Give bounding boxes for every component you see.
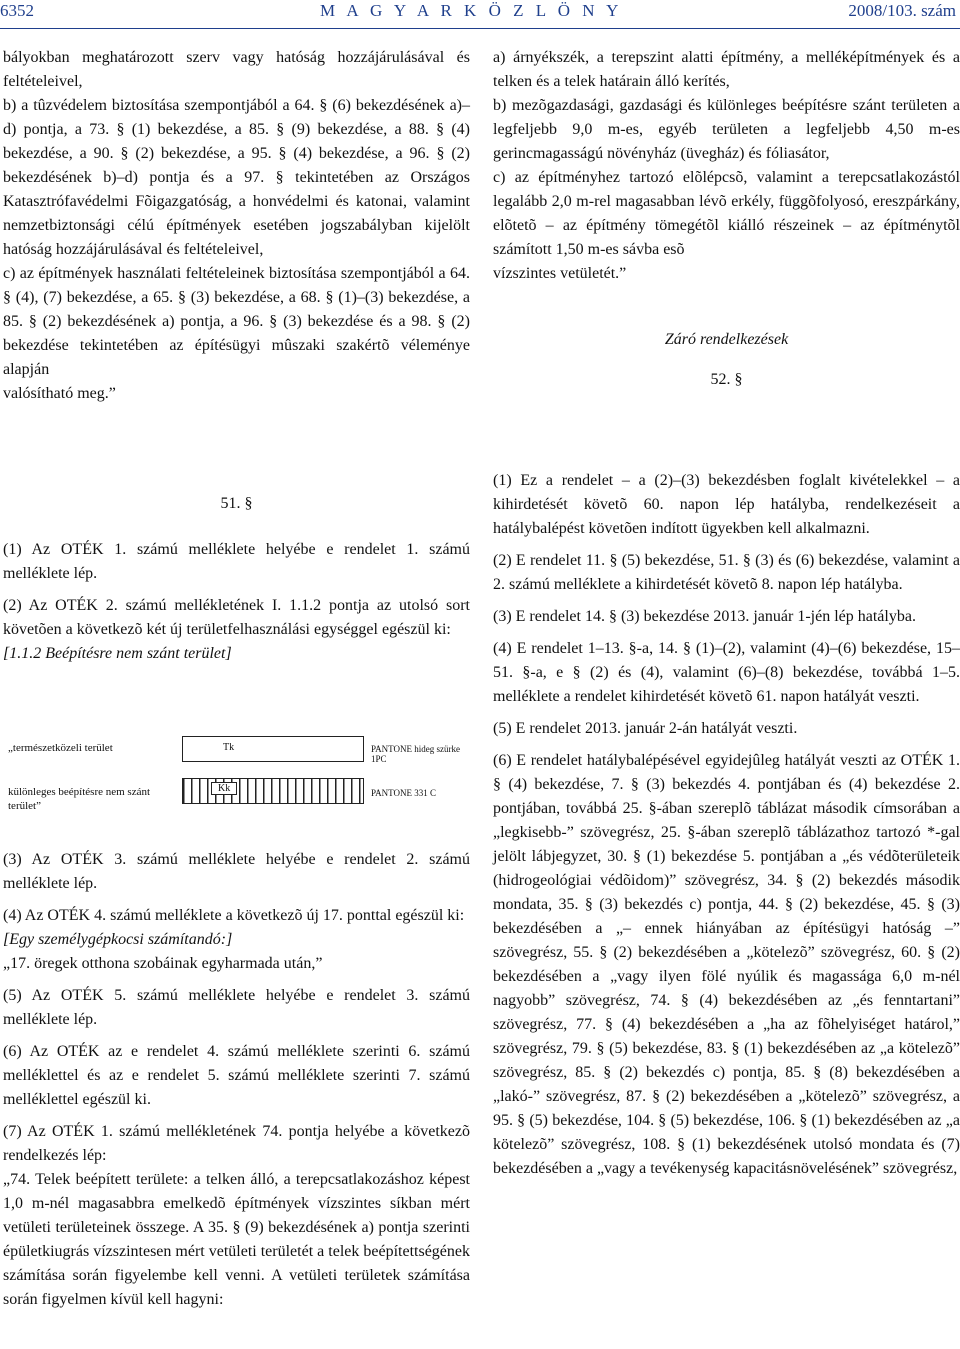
paragraph: vízszintes vetületét.” [493, 265, 627, 282]
right-column-bottom [493, 469, 960, 1181]
legend-code: Tk [223, 742, 235, 753]
paragraph: [Egy személygépkocsi számítandó:] [3, 931, 233, 948]
paragraph: b) a tûzvédelem biztosítása szempontjából a 64. § (6) bekezdésének a)–d) pontja, a 73. § (1) bekezdése, a 85. § (9) bekezdése, a 88. § (4) bekezdése, a 90. § (2) bekezdése, a 95. § (4) bekezdése, a 96. § (2) bekezdésének b)–d) pontja és a 97. § tekintetében az Országos Katasztrófavédelmi Fõigazgatóság, a honvédelmi és katonai, valamint nemzetbiztonsági célú építmények esetében jogszabályban kijelölt hatóság hozzájárulásával és feltételeivel, [3, 97, 470, 258]
paragraph: (3) Az OTÉK 3. számú melléklete helyébe e rendelet 2. számú melléklete lép. [3, 851, 470, 892]
paragraph: (7) Az OTÉK 1. számú mellékletének 74. pontja helyébe a következõ rendelkezés lép: [3, 1123, 470, 1164]
land-use-legend [8, 733, 468, 828]
legend-pantone: PANTONE hideg szürke 1PC [371, 744, 460, 764]
paragraph: (3) E rendelet 14. § (3) bekezdése 2013. január 1-jén lép hatályba. [493, 608, 916, 625]
legend-pantone: PANTONE 331 C [371, 788, 437, 798]
section-heading: Záró rendelkezések [664, 331, 789, 348]
paragraph: b) mezõgazdasági, gazdasági és különleges beépítésre szánt területen a legfeljebb 9,0 m-es, egyéb területen a legfeljebb 4,50 m-es gerincmagasságú növényház (üvegház) és fóliasátor, [493, 97, 960, 162]
page-header [0, 0, 960, 30]
legend-label: különleges beépítésre nem szánt terület” [8, 786, 151, 812]
paragraph: bályokban meghatározott szerv vagy hatóság hozzájárulásával és feltételeivel, [3, 49, 470, 90]
paragraph: (5) Az OTÉK 5. számú melléklete helyébe e rendelet 3. számú melléklete lép. [3, 987, 470, 1028]
page-number: 6352 [0, 1, 34, 20]
paragraph: (6) E rendelet hatálybalépésével egyidejûleg hatályát veszti az OTÉK 1. § (4) bekezdése, 7. § (3) bekezdés 4. pontjában és (4) bekezdése 2. pontjában, továbbá 25. §-ában szereplõ táblázat második címsorában a „legkisebb-” szövegrész, 25. §-ában szereplõ táblázathoz tartozó *-gal jelölt lábjegyzet, 30. § (1) bekezdése 5. pontjában a „és védõterületeik (hidrogeológiai védõidom)” szövegrész, 34. § (2) bekezdés második mondata, 35. § (3) bekezdés c) pontja, 44. § (2) bekezdése, 45. § (3) bekezdésében a „– ennek hiányában az építésügyi hatóság –” szövegrész, 55. § (2) bekezdésében a „kötelezõ” szövegrész, 60. § (2) bekezdésében a „vagy ilyen fölé nyúlik és magassága 6,0 m-nél nagyobb” szövegrész, 74. § (4) bekezdésében az „és fenntartani” szövegrész, 77. § (4) bekezdésében a „ha az fõhelyiséget határol,” szövegrész, 79. § (5) bekezdése, 83. § (1) bekezdésében az „a kötelezõ” szövegrész, 85. § (2) bekezdés c) pontja, 85. § (8) bekezdésében a „lakó-” szövegrész, 87. § (2) bekezdésében a „kötelezõ” szövegrész, a 95. § (5) bekezdése, 104. § (5) bekezdése, 106. § (1) bekezdésében az „a kötelezõ” szövegrész, 108. § (1) bekezdésének utolsó mondata és (7) bekezdésében a „vagy a tevékenység kapacitásnövelésének” szövegrész, [493, 752, 960, 1177]
paragraph: (1) Ez a rendelet – a (2)–(3) bekezdésben foglalt kivételekkel – a kihirdetését követõ 60. napon lép hatályba, rendelkezéseit a hatálybalépést követõen indított ügyekben kell alkalmazni. [493, 472, 960, 537]
right-column-top [493, 46, 960, 392]
section-number: 51. § [220, 495, 253, 512]
paragraph: (6) Az OTÉK az e rendelet 4. számú melléklete szerinti 6. számú melléklettel és az e rendelet 5. számú melléklete szerinti 7. számú melléklettel egészül ki. [3, 1043, 470, 1108]
legend-code: Kk [211, 782, 237, 795]
legend-label: „természetközeli terület [8, 742, 113, 754]
legend-swatch [182, 736, 364, 762]
legend-swatch [182, 778, 364, 804]
section-number: 52. § [710, 371, 743, 388]
paragraph: (2) E rendelet 11. § (5) bekezdése, 51. § (3) és (6) bekezdése, valamint a 2. számú melléklete a kihirdetését követõ 8. napon lép hatályba. [493, 552, 960, 593]
paragraph: (4) E rendelet 1–13. §-a, 14. § (1)–(2), valamint (4)–(6) bekezdése, 15–51. §-a, e § (2) és (4), valamint (6)–(8) bekezdése, továbbá 1–5. melléklete a rendelet kihirdetését követõ 61. napon hatályát veszti. [493, 640, 960, 705]
paragraph: c) az építmények használati feltételeinek biztosítása szempontjából a 64. § (4), (7) bekezdése, a 65. § (3) bekezdése, a 68. § (1)–(3) bekezdése, a 85. § (2) bekezdésének a) pontja, a 96. § (3) bekezdése és a 98. § (2) bekezdése tekintetében az építésügyi mûszaki szakértõ véleménye alapján [3, 265, 470, 378]
paragraph: (5) E rendelet 2013. január 2-án hatályát veszti. [493, 720, 798, 737]
header-rule [0, 28, 960, 29]
paragraph: a) árnyékszék, a terepszint alatti építmény, a melléképítmények és a telken és a telek határain álló kerítés, [493, 49, 960, 90]
paragraph: [1.1.2 Beépítésre nem szánt terület] [3, 645, 232, 662]
paragraph: (2) Az OTÉK 2. számú mellékletének I. 1.1.2 pontja az utolsó sort követõen a következõ két új területfelhasználási egységgel egészül ki: [3, 597, 470, 638]
issue-number: 2008/103. szám [848, 1, 956, 20]
paragraph: c) az építményhez tartozó elõlépcsõ, valamint a terepcsatlakozástól legalább 2,0 m-rel magasabban lévõ erkély, függõfolyosó, ereszpárkány, elõtetõ – az építmény tömegétõl kiálló részeinek – az építménytõl számított 1,50 m-es sávba esõ [493, 169, 960, 258]
left-column-top [3, 46, 470, 406]
left-column-middle [3, 492, 470, 666]
journal-title: M A G Y A R K Ö Z L Ö N Y [320, 1, 623, 20]
paragraph: „74. Telek beépített területe: a telken álló, a terepcsatlakozáshoz képest 1,0 m-nél magasabbra emelkedõ építmények vízszintes síkban mért vetületi területeinek összege. A 35. § (9) bekezdésének a) pontja szerinti épületkiugrás vízszintesen mért vetületi területét a telek beépítettségének számítása során figyelembe kell venni. A vetületi területek számítása során figyelmen kívül kell hagyni: [3, 1171, 470, 1308]
paragraph: (1) Az OTÉK 1. számú melléklete helyébe e rendelet 1. számú melléklete lép. [3, 541, 470, 582]
paragraph: valósítható meg.” [3, 385, 116, 402]
paragraph: (4) Az OTÉK 4. számú melléklete a következõ új 17. ponttal egészül ki: [3, 907, 465, 924]
paragraph: „17. öregek otthona szobáinak egyharmada után,” [3, 955, 323, 972]
left-column-bottom [3, 848, 470, 1312]
